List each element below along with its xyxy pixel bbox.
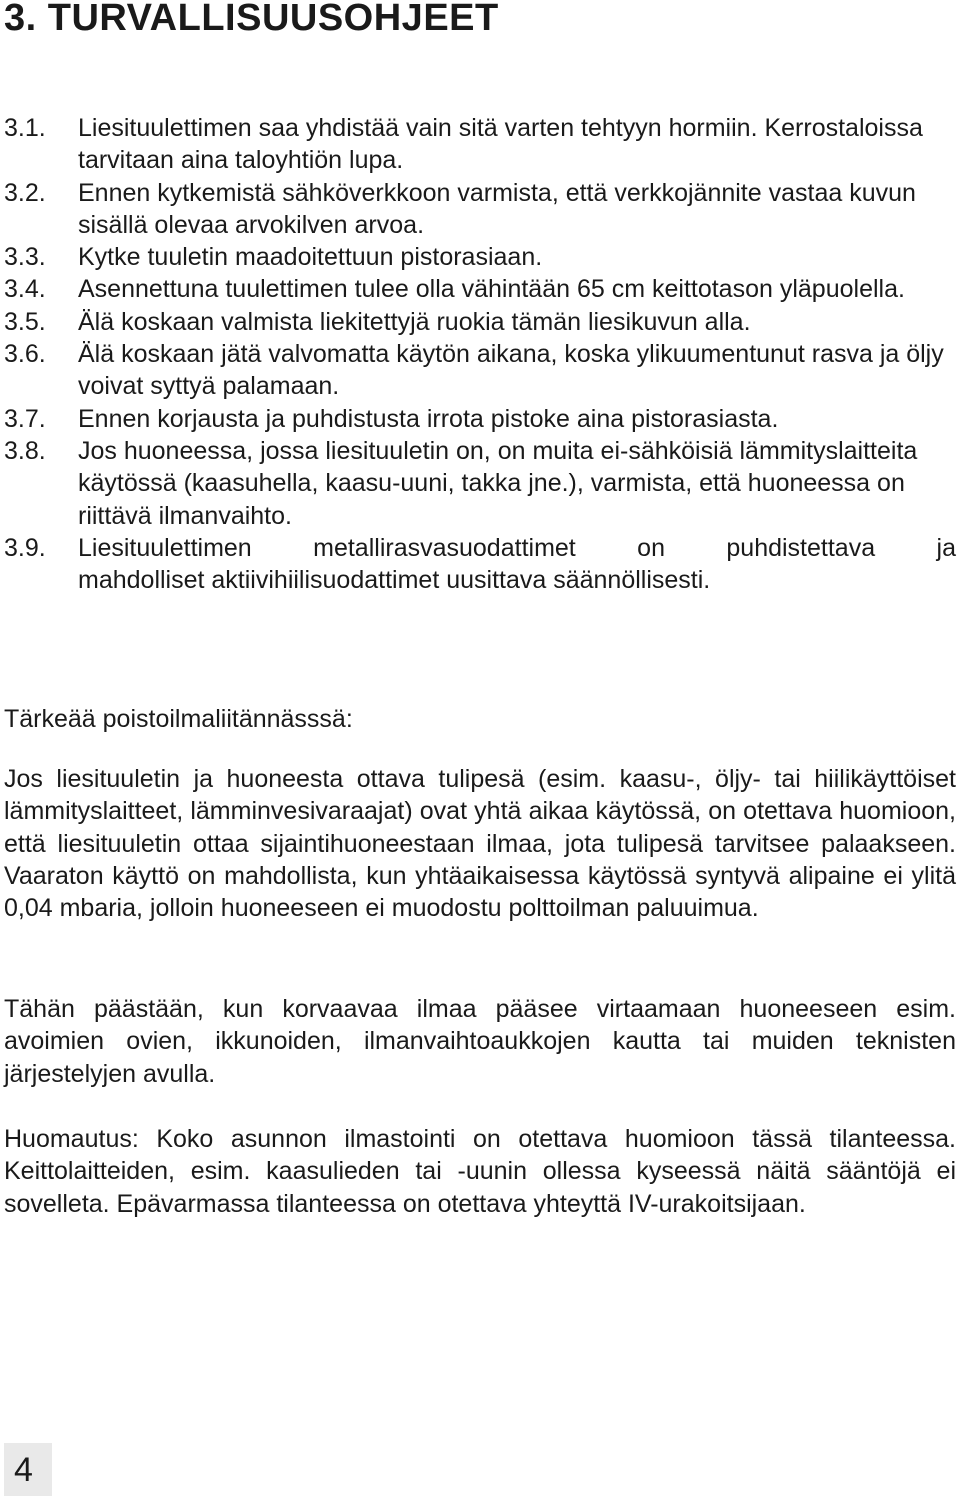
item-text-line-1: Liesituulettimen metallirasvasuodattimet on puhdistettava ja	[78, 533, 956, 562]
safety-instructions-list	[4, 112, 956, 596]
item-text: Asennettuna tuulettimen tulee olla vähintään 65 cm keittotason yläpuolella.	[78, 275, 905, 304]
paragraph-combustion: Jos liesituuletin ja huoneesta ottava tulipesä (esim. kaasu-, öljy- tai hiilikäyttöiset lämmityslaitteet, lämminvesivaraajat) ovat yhtä aikaa käytössä, on otettava huomioon, että liesituuletin ottaa sijaintihuoneestaan ilmaa, jota tulipesä tarvitsee palaakseen. Vaaraton käyttö on mahdollista, kun yhtäaikaisessa käytössä syntyvä alipaine ei ylitä 0,04 mbaria, jolloin huoneeseen ei muodostu polttoilman paluuimua.	[4, 765, 956, 923]
item-number: 3.2.	[4, 178, 46, 207]
list-item-3-7	[4, 403, 956, 435]
item-number: 3.9.	[4, 533, 46, 562]
item-number: 3.3.	[4, 243, 46, 272]
item-text: Liesituulettimen saa yhdistää vain sitä varten tehtyyn hormiin. Kerrostaloissa tarvitaan aina taloyhtiön lupa.	[78, 114, 923, 175]
list-item-3-5	[4, 306, 956, 338]
list-item-3-2	[4, 177, 956, 242]
item-number: 3.8.	[4, 436, 46, 465]
item-text: Älä koskaan valmista liekitettyjä ruokia tämän liesikuvun alla.	[78, 307, 751, 336]
item-text: Älä koskaan jätä valvomatta käytön aikana, koska ylikuumentunut rasva ja öljy voivat syttyä palamaan.	[78, 340, 944, 401]
list-item-3-3	[4, 241, 956, 273]
item-number: 3.1.	[4, 114, 46, 142]
item-number: 3.4.	[4, 275, 46, 304]
paragraph-replacement-air: Tähän päästään, kun korvaavaa ilmaa pääsee virtaamaan huoneeseen esim. avoimien ovien, ikkunoiden, ilmanvaihtoaukkojen kautta tai muiden teknisten järjestelyjen avulla.	[4, 995, 956, 1088]
list-item-3-8	[4, 435, 956, 532]
item-number: 3.6.	[4, 340, 46, 369]
important-section-title: Tärkeää poistoilmaliitännässsä:	[4, 705, 353, 733]
item-text: Ennen kytkemistä sähköverkkoon varmista, että verkkojännite vastaa kuvun sisällä olevaa arvokilven arvoa.	[78, 178, 916, 239]
paragraph-note: Huomautus: Koko asunnon ilmastointi on otettava huomioon tässä tilanteessa. Keittolaitteiden, esim. kaasulieden tai -uunin ollessa kyseessä näitä sääntöjä ei sovelleta. Epävarmassa tilanteessa on otettava yhteyttä IV-urakoitsijaan.	[4, 1125, 956, 1218]
item-text: Ennen korjausta ja puhdistusta irrota pistoke aina pistorasiasta.	[78, 404, 779, 433]
list-item-3-9	[4, 532, 956, 597]
item-text: Kytke tuuletin maadoitettuun pistorasiaan.	[78, 243, 543, 272]
item-number: 3.5.	[4, 307, 46, 336]
item-text-line-2: mahdolliset aktiivihiilisuodattimet uusittava säännöllisesti.	[78, 566, 711, 595]
page-heading: 3. TURVALLISUUSOHJEET	[4, 0, 499, 39]
list-item-3-4	[4, 273, 956, 305]
page-number: 4	[14, 1451, 33, 1489]
list-item-3-1	[4, 112, 956, 177]
list-item-3-6	[4, 338, 956, 403]
item-text	[78, 532, 956, 597]
item-text: Jos huoneessa, jossa liesituuletin on, on muita ei-sähköisiä lämmityslaitteita käytössä (kaasuhella, kaasu-uuni, takka jne.), varmista, että huoneessa on riittävä ilmanvaihto.	[78, 436, 918, 530]
item-number: 3.7.	[4, 404, 46, 433]
